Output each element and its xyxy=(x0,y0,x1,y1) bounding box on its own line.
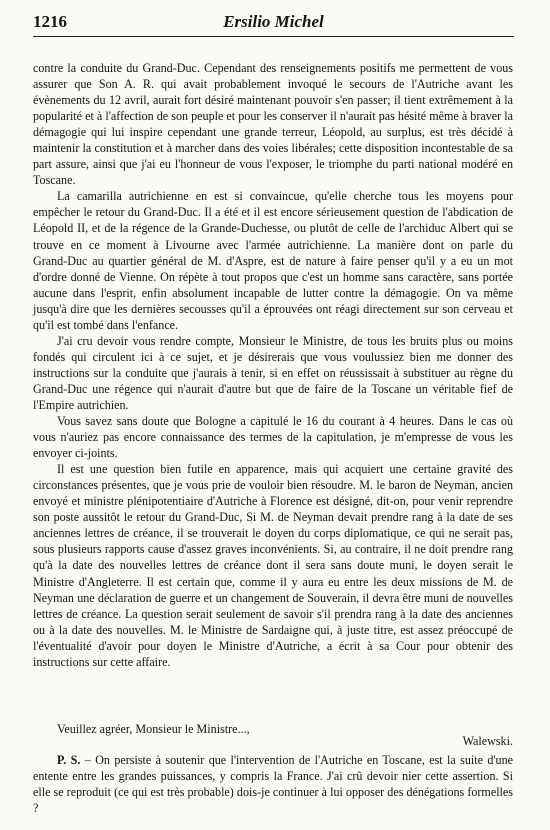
paragraph-1: contre la conduite du Grand‑Duc. Cependant des renseignements positifs me permettent de vous assurer que Son A. R. qui avait probablement invoqué le secours de l'Autriche avant les évènements du 12 avril, aurait fort désiré maintenant pouvoir s'en passer; il tient extrêmement à la popularité et à l'affection de son peuple et pour les conserver il n'aurait pas hésité même à braver la démagogie qui lui inspire cependant une grande terreur, Léopold, au surplus, est très décidé à maintenir la constitution et à marcher dans des voies libérales; cette disposition incontestable de sa part assure, ainsi que j'ai eu l'honneur de vous l'exposer, le triomphe du parti national modéré en Toscane. xyxy=(33,61,513,188)
paragraph-5: Il est une question bien futile en apparence, mais qui acquiert une certaine gravité des circonstances présentes, que je vous prie de vouloir bien résoudre. M. le baron de Neyman, ancien envoyé et ministre plénipotentiaire d'Autriche à Florence est désigné, dit‑on, pour venir reprendre son poste aussitôt le retour du Grand‑Duc, Si M. de Neyman devait prendre rang à la date de ses anciennes lettres de créance, il se trouverait le doyen du corps diplomatique, ce qui ne serait pas, sous plusieurs rapports cause d'assez graves inconvénients. Si, au contraire, il ne doit prendre rang qu'à la date des nouvelles lettres de créance dont il sera sans doute muni, le doyen serait le Ministre d'Angleterre. Il est certain que, comme il y aura eu entre les deux missions de M. de Neyman une déclaration de guerre et un changement de Souverain, il devra être muni de nouvelles lettres de créance. La question serait seulement de savoir s'il prendra rang à la date des anciennes ou à la date des nouvelles. M. le Ministre de Sardaigne qui, à juste titre, est assez préoccupé de l'éventualité d'avoir pour doyen le Ministre d'Autriche, a écrit à sa Cour pour obtenir des instructions sur cette affaire. xyxy=(33,462,513,669)
page-header xyxy=(33,12,514,37)
closing-salutation: Veuillez agréer, Monsieur le Ministre..., xyxy=(57,722,250,736)
paragraph-3: J'ai cru devoir vous rendre compte, Monsieur le Ministre, de tous les bruits plus ou moins fondés qui circulent ici à ce sujet, et je désirerais que vous voulussiez bien me donner des instructions sur la conduite que j'aurais à tenir, si en effet on réussissait à substituer au règne du Grand‑Duc une régence qui n'aurait d'autre but que de faire de la Toscane un véritable fief de l'Empire autrichien. xyxy=(33,333,513,412)
signature: Walewski. xyxy=(462,734,513,748)
page-number: 1216 xyxy=(33,12,67,31)
letter-body xyxy=(33,60,513,670)
postscript-paragraph xyxy=(33,752,513,816)
postscript-label: P. S. xyxy=(57,753,81,767)
postscript-text: – On persiste à soutenir que l'intervention de l'Autriche en Toscane, est la suite d'une entente entre les grandes puissances, y compris la France. J'ai crû devoir nier cette assertion. Si elle se reproduit (ce qui est très probable) dois‑je continuer à lui opposer des dénégations formelles ? xyxy=(33,753,513,816)
running-title: Ersilio Michel xyxy=(223,12,324,31)
paragraph-4: Vous savez sans doute que Bologne a capitulé le 16 du courant à 4 heures. Dans le cas où vous n'auriez pas encore connaissance des termes de la capitulation, je m'empresse de vous les envoyer ci‑joints. xyxy=(33,414,513,461)
paragraph-2: La camarilla autrichienne en est si convaincue, qu'elle cherche tous les moyens pour empêcher le retour du Grand‑Duc. Il a été et il est encore sérieusement question de l'abdication de Léopold II, et de la régence de la Grande‑Duchesse, ou plutôt de celle de l'archiduc Albert qui se trouve en ce moment à Livourne avec l'armée autrichienne. La manière dont on parle du Grand‑Duc au quartier général de M. d'Aspre, est de nature à faire penser qu'il y a eu un mot d'ordre donné de Vienne. On répète à tout propos que c'est un homme sans caractère, sans portée aucune dans l'esprit, enfin absolument incapable de lutter contre la démagogie. On va même jusqu'à dire que les dernières secousses qu'il a éprouvées ont réagi directement sur son cerveau et qu'il est tombé dans l'enfance. xyxy=(33,189,513,332)
postscript xyxy=(33,752,513,816)
